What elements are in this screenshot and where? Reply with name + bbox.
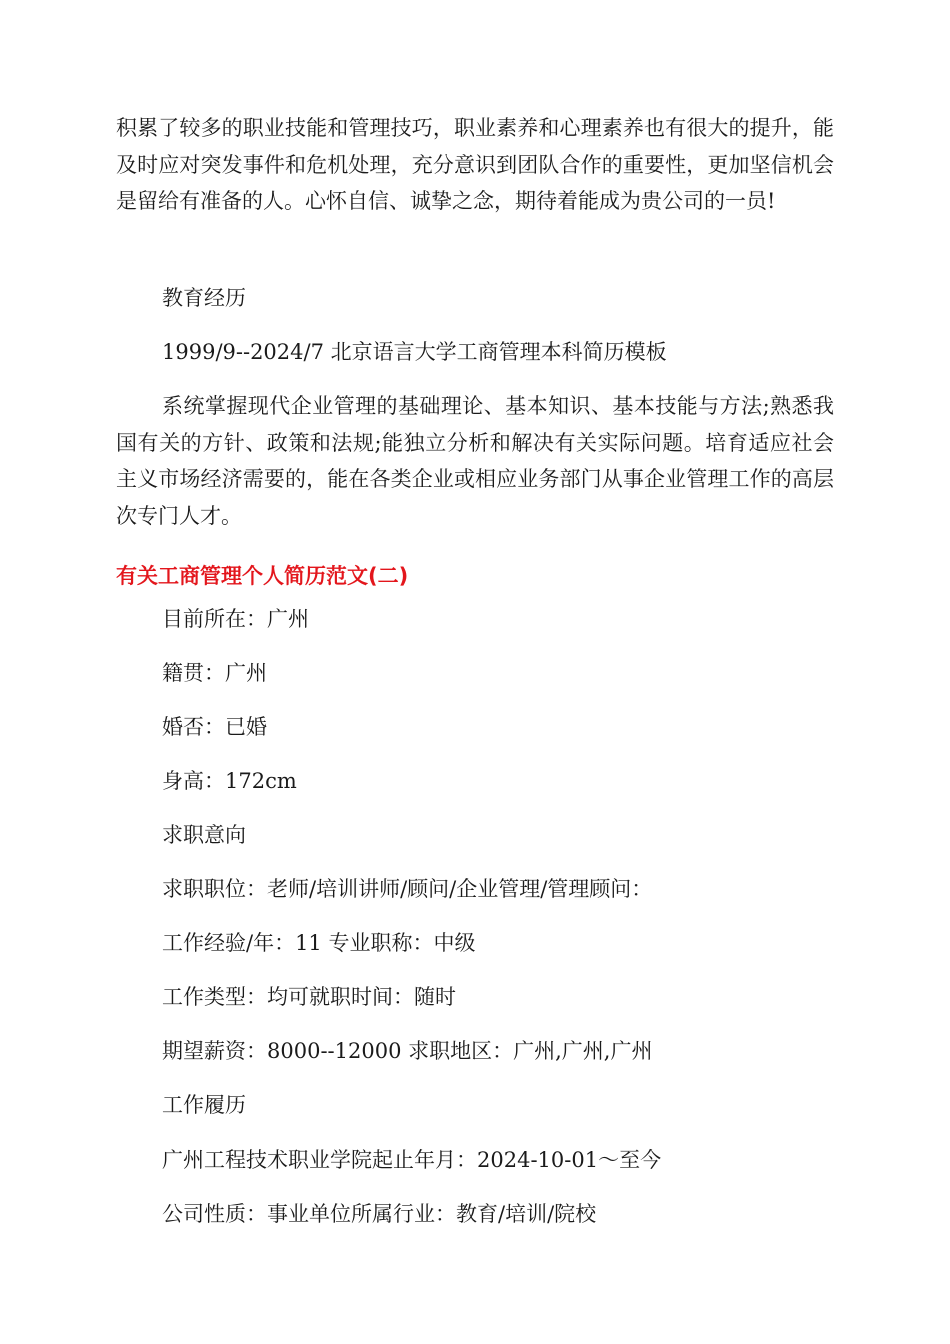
education-description: 系统掌握现代企业管理的基础理论、基本知识、基本技能与方法;熟悉我国有关的方针、政策和法规;能独立分析和解决有关实际问题。培育适应社会主义市场经济需要的，能在各类企业或相应业务部门从事企业管理工作的高层次专门人才。 <box>116 394 834 528</box>
education-entry: 1999/9--2024/7 北京语言大学工商管理本科简历模板 <box>162 340 667 364</box>
employer-entry: 广州工程技术职业学院起止年月：2024-10-01～至今 <box>162 1148 662 1172</box>
job-intention-title: 求职意向 <box>162 823 246 847</box>
work-history-title: 工作履历 <box>162 1093 246 1117</box>
native-place: 籍贯：广州 <box>162 661 267 685</box>
current-location: 目前所在：广州 <box>162 607 309 631</box>
company-nature: 公司性质：事业单位所属行业：教育/培训/院校 <box>162 1202 597 1226</box>
work-experience: 工作经验/年：11 专业职称：中级 <box>162 931 476 955</box>
work-type: 工作类型：均可就职时间：随时 <box>162 985 456 1009</box>
marital-status: 婚否：已婚 <box>162 715 267 739</box>
intro-paragraph: 积累了较多的职业技能和管理技巧，职业素养和心理素养也有很大的提升，能及时应对突发事件和危机处理，充分意识到团队合作的重要性，更加坚信机会是留给有准备的人。心怀自信、诚挚之念，期待着能成为贵公司的一员! <box>116 116 834 213</box>
expected-salary: 期望薪资：8000--12000 求职地区：广州,广州,广州 <box>162 1039 653 1063</box>
desired-position: 求职职位：老师/培训讲师/顾问/企业管理/管理顾问： <box>162 877 653 901</box>
section-heading: 有关工商管理个人简历范文(二) <box>116 564 409 588</box>
education-title: 教育经历 <box>162 286 246 310</box>
height-info: 身高：172cm <box>162 769 297 793</box>
